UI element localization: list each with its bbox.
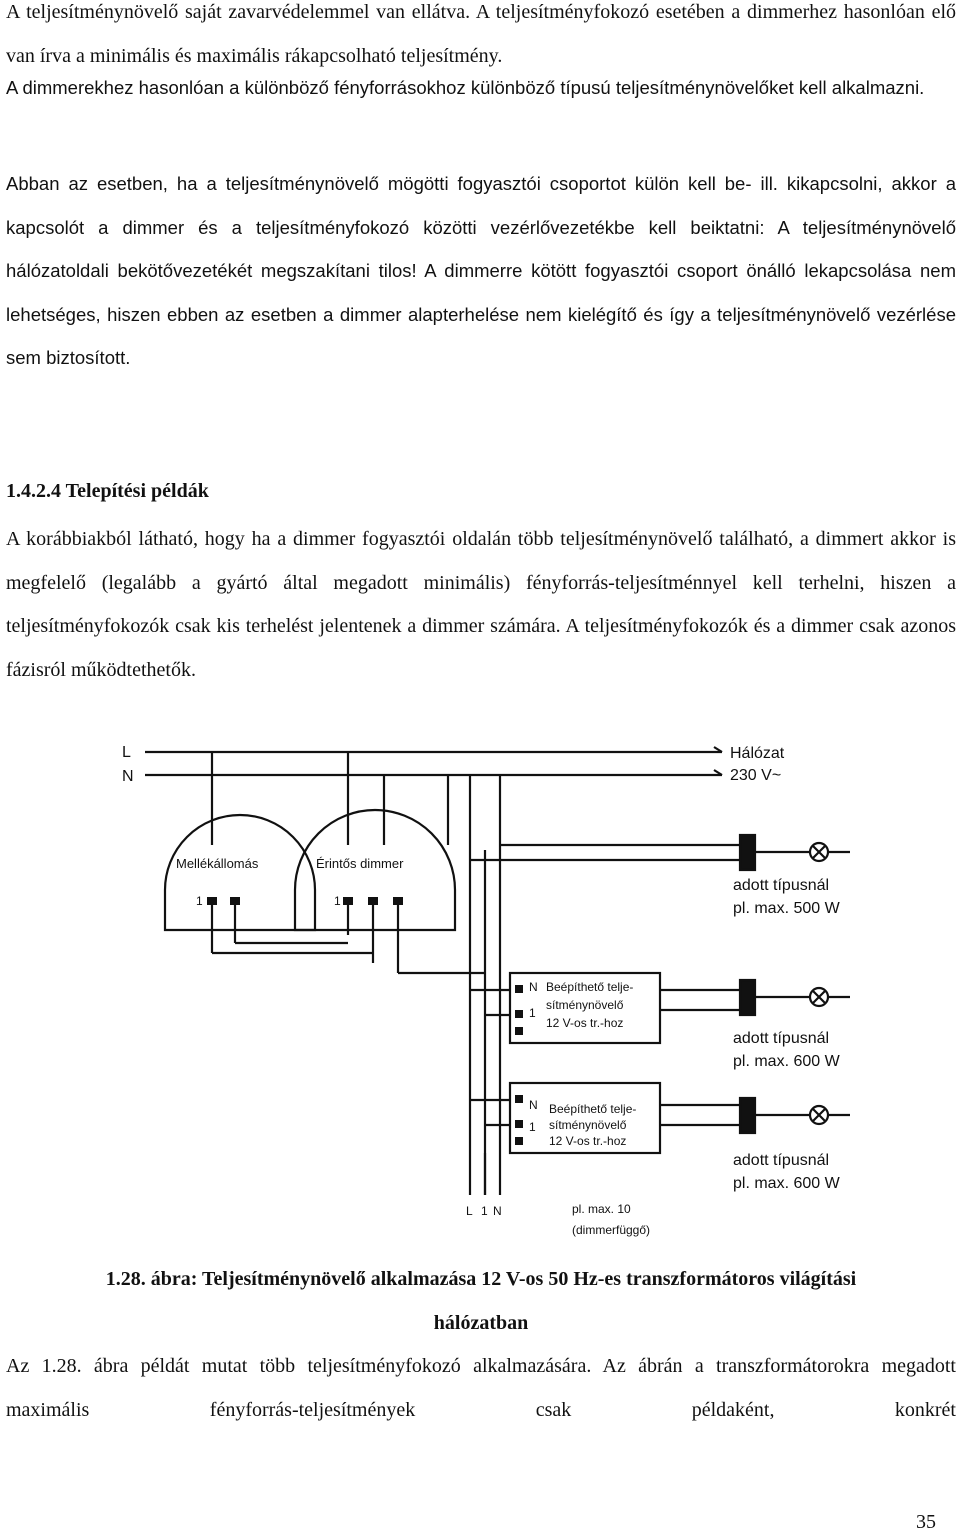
- booster2-n-label: N: [529, 1098, 538, 1112]
- paragraph-figure-reference: Az 1.28. ábra példát mutat több teljesítményfokozó alkalmazására. Az ábrán a transzformátorokra megadott maximális fényforrás-teljesítmények csak példaként, konkrét: [6, 1355, 956, 1421]
- figure-caption-line-1: 1.28. ábra: Teljesítménynövelő alkalmazása 12 V-os 50 Hz-es transzformátoros világítási: [105, 1268, 857, 1290]
- figure-caption-line-2: hálózatban: [433, 1311, 529, 1334]
- switch-terminal-label: 1: [196, 894, 203, 908]
- booster2-title-2: sítménynövelő: [549, 1118, 627, 1132]
- lamp3-max-label: pl. max. 600 W: [733, 1175, 840, 1192]
- booster1-title-3: 12 V-os tr.-hoz: [546, 1016, 624, 1030]
- line-l-label: L: [122, 744, 131, 761]
- booster1-title-2: sítménynövelő: [546, 998, 624, 1012]
- lamp3-type-label: adott típusnál: [733, 1152, 830, 1169]
- bottom-n-label: N: [493, 1204, 502, 1218]
- touch-dimmer-label: Érintős dimmer: [316, 856, 404, 871]
- booster1-1-label: 1: [529, 1006, 536, 1020]
- booster1-n-label: N: [529, 980, 538, 994]
- paragraph-booster-types: A dimmerekhez hasonlóan a különböző fényforrásokhoz különböző típusú teljesítménynövelőket kell alkalmazni.: [6, 77, 925, 98]
- paragraph-intro: A teljesítménynövelő saját zavarvédelemmel van ellátva. A teljesítményfokozó esetében a dimmerhez hasonlóan elő van írva a minimális és maximális rákapcsolható teljesítmény.: [6, 1, 956, 67]
- booster2-1-label: 1: [529, 1120, 536, 1134]
- section-heading: 1.4.2.4 Telepítési példák: [6, 480, 209, 502]
- figure-caption: [6, 1258, 956, 1345]
- bottom-l-label: L: [466, 1204, 473, 1218]
- max-count-note: pl. max. 10: [572, 1202, 631, 1216]
- mains-voltage: 230 V~: [730, 767, 782, 784]
- line-n-label: N: [122, 768, 134, 785]
- mains-label: Hálózat: [730, 745, 785, 762]
- lamp2-max-label: pl. max. 600 W: [733, 1053, 840, 1070]
- dimmer-dependent-note: (dimmerfüggő): [572, 1223, 651, 1237]
- secondary-switch-label: Mellékállomás: [176, 856, 259, 871]
- wiring-diagram: [0, 735, 960, 1255]
- paragraph-installation-examples: A korábbiakból látható, hogy ha a dimmer fogyasztói oldalán több teljesítménynövelő található, a dimmert akkor is megfelelő (legalább a gyártó által megadott minimális) fényforrás-teljesítménnyel kell terhelni, hiszen a teljesítményfokozók csak kis terhelést jelentenek a dimmer számára. A teljesítményfokozók és a dimmer csak azonos fázisról működtethetők.: [6, 528, 956, 681]
- booster1-title-1: Beépíthető telje-: [546, 980, 634, 994]
- dimmer-terminal-label: 1: [334, 894, 341, 908]
- lamp2-type-label: adott típusnál: [733, 1030, 830, 1047]
- lamp1-max-label: pl. max. 500 W: [733, 900, 840, 917]
- booster2-title-1: Beépíthető telje-: [549, 1102, 637, 1116]
- lamp1-type-label: adott típusnál: [733, 877, 830, 894]
- booster2-title-3: 12 V-os tr.-hoz: [549, 1134, 627, 1148]
- page-number: 35: [916, 1511, 936, 1533]
- bottom-1-label: 1: [481, 1204, 488, 1218]
- paragraph-switching-rules: Abban az esetben, ha a teljesítménynövelő mögötti fogyasztói csoportot külön kell be- ill. kikapcsolni, akkor a kapcsolót a dimmer és a teljesítményfokozó közötti vezérlővezetékbe kell beiktatni: A teljesítménynövelő hálózatoldali bekötővezetékét megszakítani tilos! A dimmerre kötött fogyasztói csoport önálló lekapcsolása nem lehetséges, hiszen ebben az esetben a dimmer alapterhelése nem kielégítő és így a teljesítménynövelő vezérlése sem biztosított.: [6, 173, 956, 368]
